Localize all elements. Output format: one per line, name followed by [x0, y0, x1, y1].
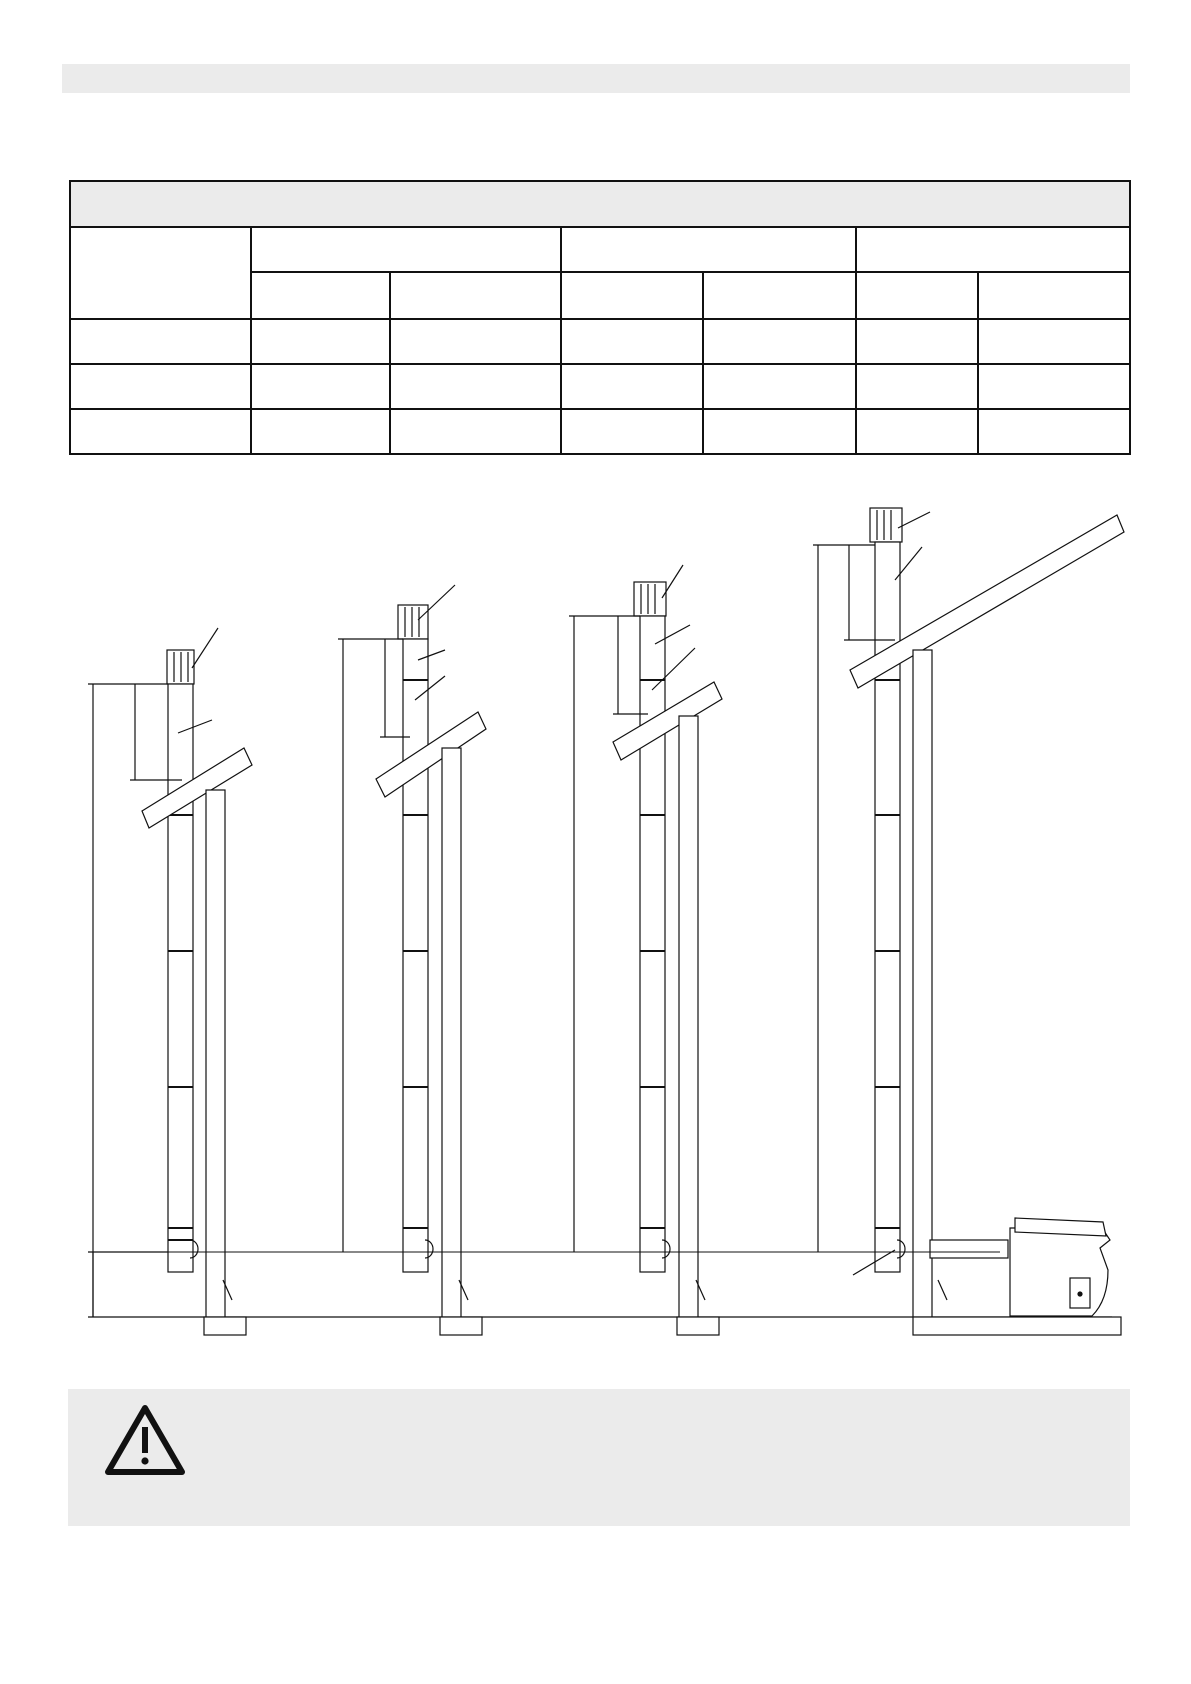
- sub-header: [251, 272, 390, 319]
- header-band: [62, 64, 1130, 93]
- table-cell: [856, 409, 978, 454]
- sub-header: [561, 272, 703, 319]
- table-cell: [856, 319, 978, 364]
- table-cell: [390, 364, 561, 409]
- row-label: [70, 364, 251, 409]
- heater-unit: [1010, 1228, 1110, 1316]
- row-label: [70, 319, 251, 364]
- table-row: [70, 409, 1130, 454]
- roof-section: [142, 748, 252, 828]
- table-cell: [978, 319, 1130, 364]
- flue-pipe: [403, 639, 428, 1272]
- table-cell: [251, 364, 390, 409]
- table-cell: [251, 319, 390, 364]
- table-cell: [561, 364, 703, 409]
- table-cell: [390, 409, 561, 454]
- table-cell: [561, 409, 703, 454]
- table-cell: [390, 319, 561, 364]
- table-row: [70, 319, 1130, 364]
- wall-post: [442, 748, 461, 1317]
- flue-assembly-1: [88, 628, 252, 1335]
- table-cell: [251, 409, 390, 454]
- table-cell: [856, 364, 978, 409]
- sub-header: [978, 272, 1130, 319]
- row-label: [70, 409, 251, 454]
- sub-header: [856, 272, 978, 319]
- table-cell: [703, 319, 856, 364]
- specification-table: [69, 180, 1131, 455]
- flue-cap: [634, 582, 666, 616]
- table-cell: [703, 364, 856, 409]
- table-cell: [703, 409, 856, 454]
- sub-header: [390, 272, 561, 319]
- warning-triangle-icon: [104, 1403, 186, 1477]
- table-cell: [978, 409, 1130, 454]
- flue-assembly-3: [569, 565, 722, 1335]
- roof-section: [376, 712, 486, 797]
- horizontal-flue-pipe: [930, 1240, 1008, 1258]
- base-block: [204, 1317, 246, 1335]
- sub-header: [703, 272, 856, 319]
- wall-post: [913, 650, 932, 1317]
- flue-cap: [870, 508, 902, 542]
- row-header: [70, 227, 251, 319]
- flue-pipe: [168, 684, 193, 1272]
- wall-post: [206, 790, 225, 1317]
- base-platform: [913, 1317, 1121, 1335]
- roof-section: [613, 682, 722, 760]
- group-header: [561, 227, 856, 272]
- group-header: [856, 227, 1130, 272]
- table-cell: [561, 319, 703, 364]
- warning-box: [68, 1389, 1130, 1526]
- flue-cap: [398, 605, 428, 639]
- table-row: [70, 364, 1130, 409]
- base-block: [440, 1317, 482, 1335]
- table-cell: [978, 364, 1130, 409]
- group-header: [251, 227, 561, 272]
- base-block: [677, 1317, 719, 1335]
- flue-assembly-4: [813, 508, 1124, 1335]
- wall-post: [679, 716, 698, 1317]
- flue-assembly-2: [338, 585, 486, 1335]
- table-title: [70, 181, 1130, 227]
- flue-installation-diagram: [0, 500, 1191, 1350]
